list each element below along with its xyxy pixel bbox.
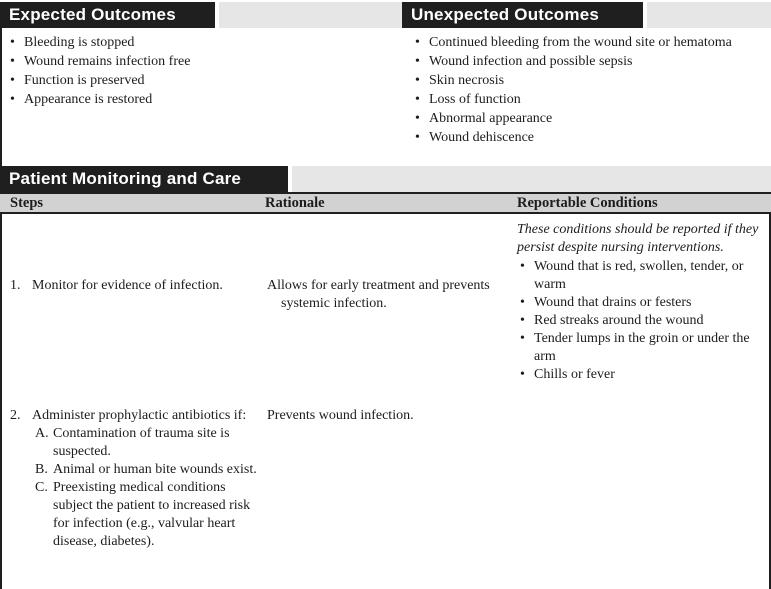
list-item: • Wound remains infection free xyxy=(10,52,390,71)
expected-outcomes-title: Expected Outcomes xyxy=(9,5,176,24)
substep-label: B. xyxy=(35,462,48,477)
gray-strip-right xyxy=(647,2,771,28)
step-number: 1. xyxy=(10,278,21,293)
unexpected-outcomes-title: Unexpected Outcomes xyxy=(411,5,600,24)
column-header-rationale: Rationale xyxy=(265,195,325,211)
list-item: • Abnormal appearance xyxy=(415,109,767,128)
column-header-reportable: Reportable Conditions xyxy=(517,195,658,211)
monitoring-title: Patient Monitoring and Care xyxy=(9,169,242,188)
step-1-cell xyxy=(10,277,262,295)
list-item: • Continued bleeding from the wound site or hematoma xyxy=(415,33,767,52)
table-column-header-row xyxy=(0,192,771,214)
reportable-conditions-cell xyxy=(517,221,767,384)
column-header-steps: Steps xyxy=(10,195,44,211)
page-left-border xyxy=(0,2,2,589)
substep-text: Contamination of trauma site is suspected. xyxy=(53,426,230,459)
substep-item xyxy=(35,479,262,551)
step-text: Monitor for evidence of infection. xyxy=(32,278,223,293)
substep-label: A. xyxy=(35,426,49,441)
substep-text: Preexisting medical conditions subject the patient to increased risk for infection (e.g., valvular heart disease, diabetes). xyxy=(53,480,251,549)
list-item: • Chills or fever xyxy=(517,366,767,384)
step-2-cell xyxy=(10,407,262,551)
list-item: • Skin necrosis xyxy=(415,71,767,90)
rationale-text: Allows for early treatment and prevents systemic infection. xyxy=(267,278,490,311)
list-item: • Tender lumps in the groin or under the arm xyxy=(517,330,767,366)
unexpected-outcomes-list xyxy=(415,33,767,147)
list-item: • Wound dehiscence xyxy=(415,128,767,147)
list-item: • Function is preserved xyxy=(10,71,390,90)
list-item: • Wound that drains or festers xyxy=(517,294,767,312)
reportable-conditions-list xyxy=(517,258,767,384)
list-item: • Loss of function xyxy=(415,90,767,109)
substep-item xyxy=(35,425,262,461)
step-text: Administer prophylactic antibiotics if: xyxy=(32,408,247,423)
monitoring-header xyxy=(0,166,288,192)
outcomes-header-band xyxy=(0,2,771,28)
list-item: • Bleeding is stopped xyxy=(10,33,390,52)
list-item: • Wound that is red, swollen, tender, or warm xyxy=(517,258,767,294)
expected-outcomes-list xyxy=(10,33,390,109)
gray-strip-pm xyxy=(292,166,771,192)
substep-list xyxy=(35,425,262,551)
expected-outcomes-header xyxy=(0,2,215,28)
substep-label: C. xyxy=(35,480,48,495)
substep-item xyxy=(35,461,262,479)
monitoring-header-band xyxy=(0,166,771,192)
list-item: • Appearance is restored xyxy=(10,90,390,109)
unexpected-outcomes-header xyxy=(402,2,643,28)
rationale-text: Prevents wound infection. xyxy=(267,408,414,423)
list-item: • Wound infection and possible sepsis xyxy=(415,52,767,71)
rationale-1-cell xyxy=(267,277,509,313)
rationale-2-cell xyxy=(267,407,509,425)
gray-strip-mid xyxy=(219,2,402,28)
step-number: 2. xyxy=(10,408,21,423)
substep-text: Animal or human bite wounds exist. xyxy=(53,462,257,477)
reportable-note: These conditions should be reported if they persist despite nursing interventions. xyxy=(517,222,759,255)
list-item: • Red streaks around the wound xyxy=(517,312,767,330)
